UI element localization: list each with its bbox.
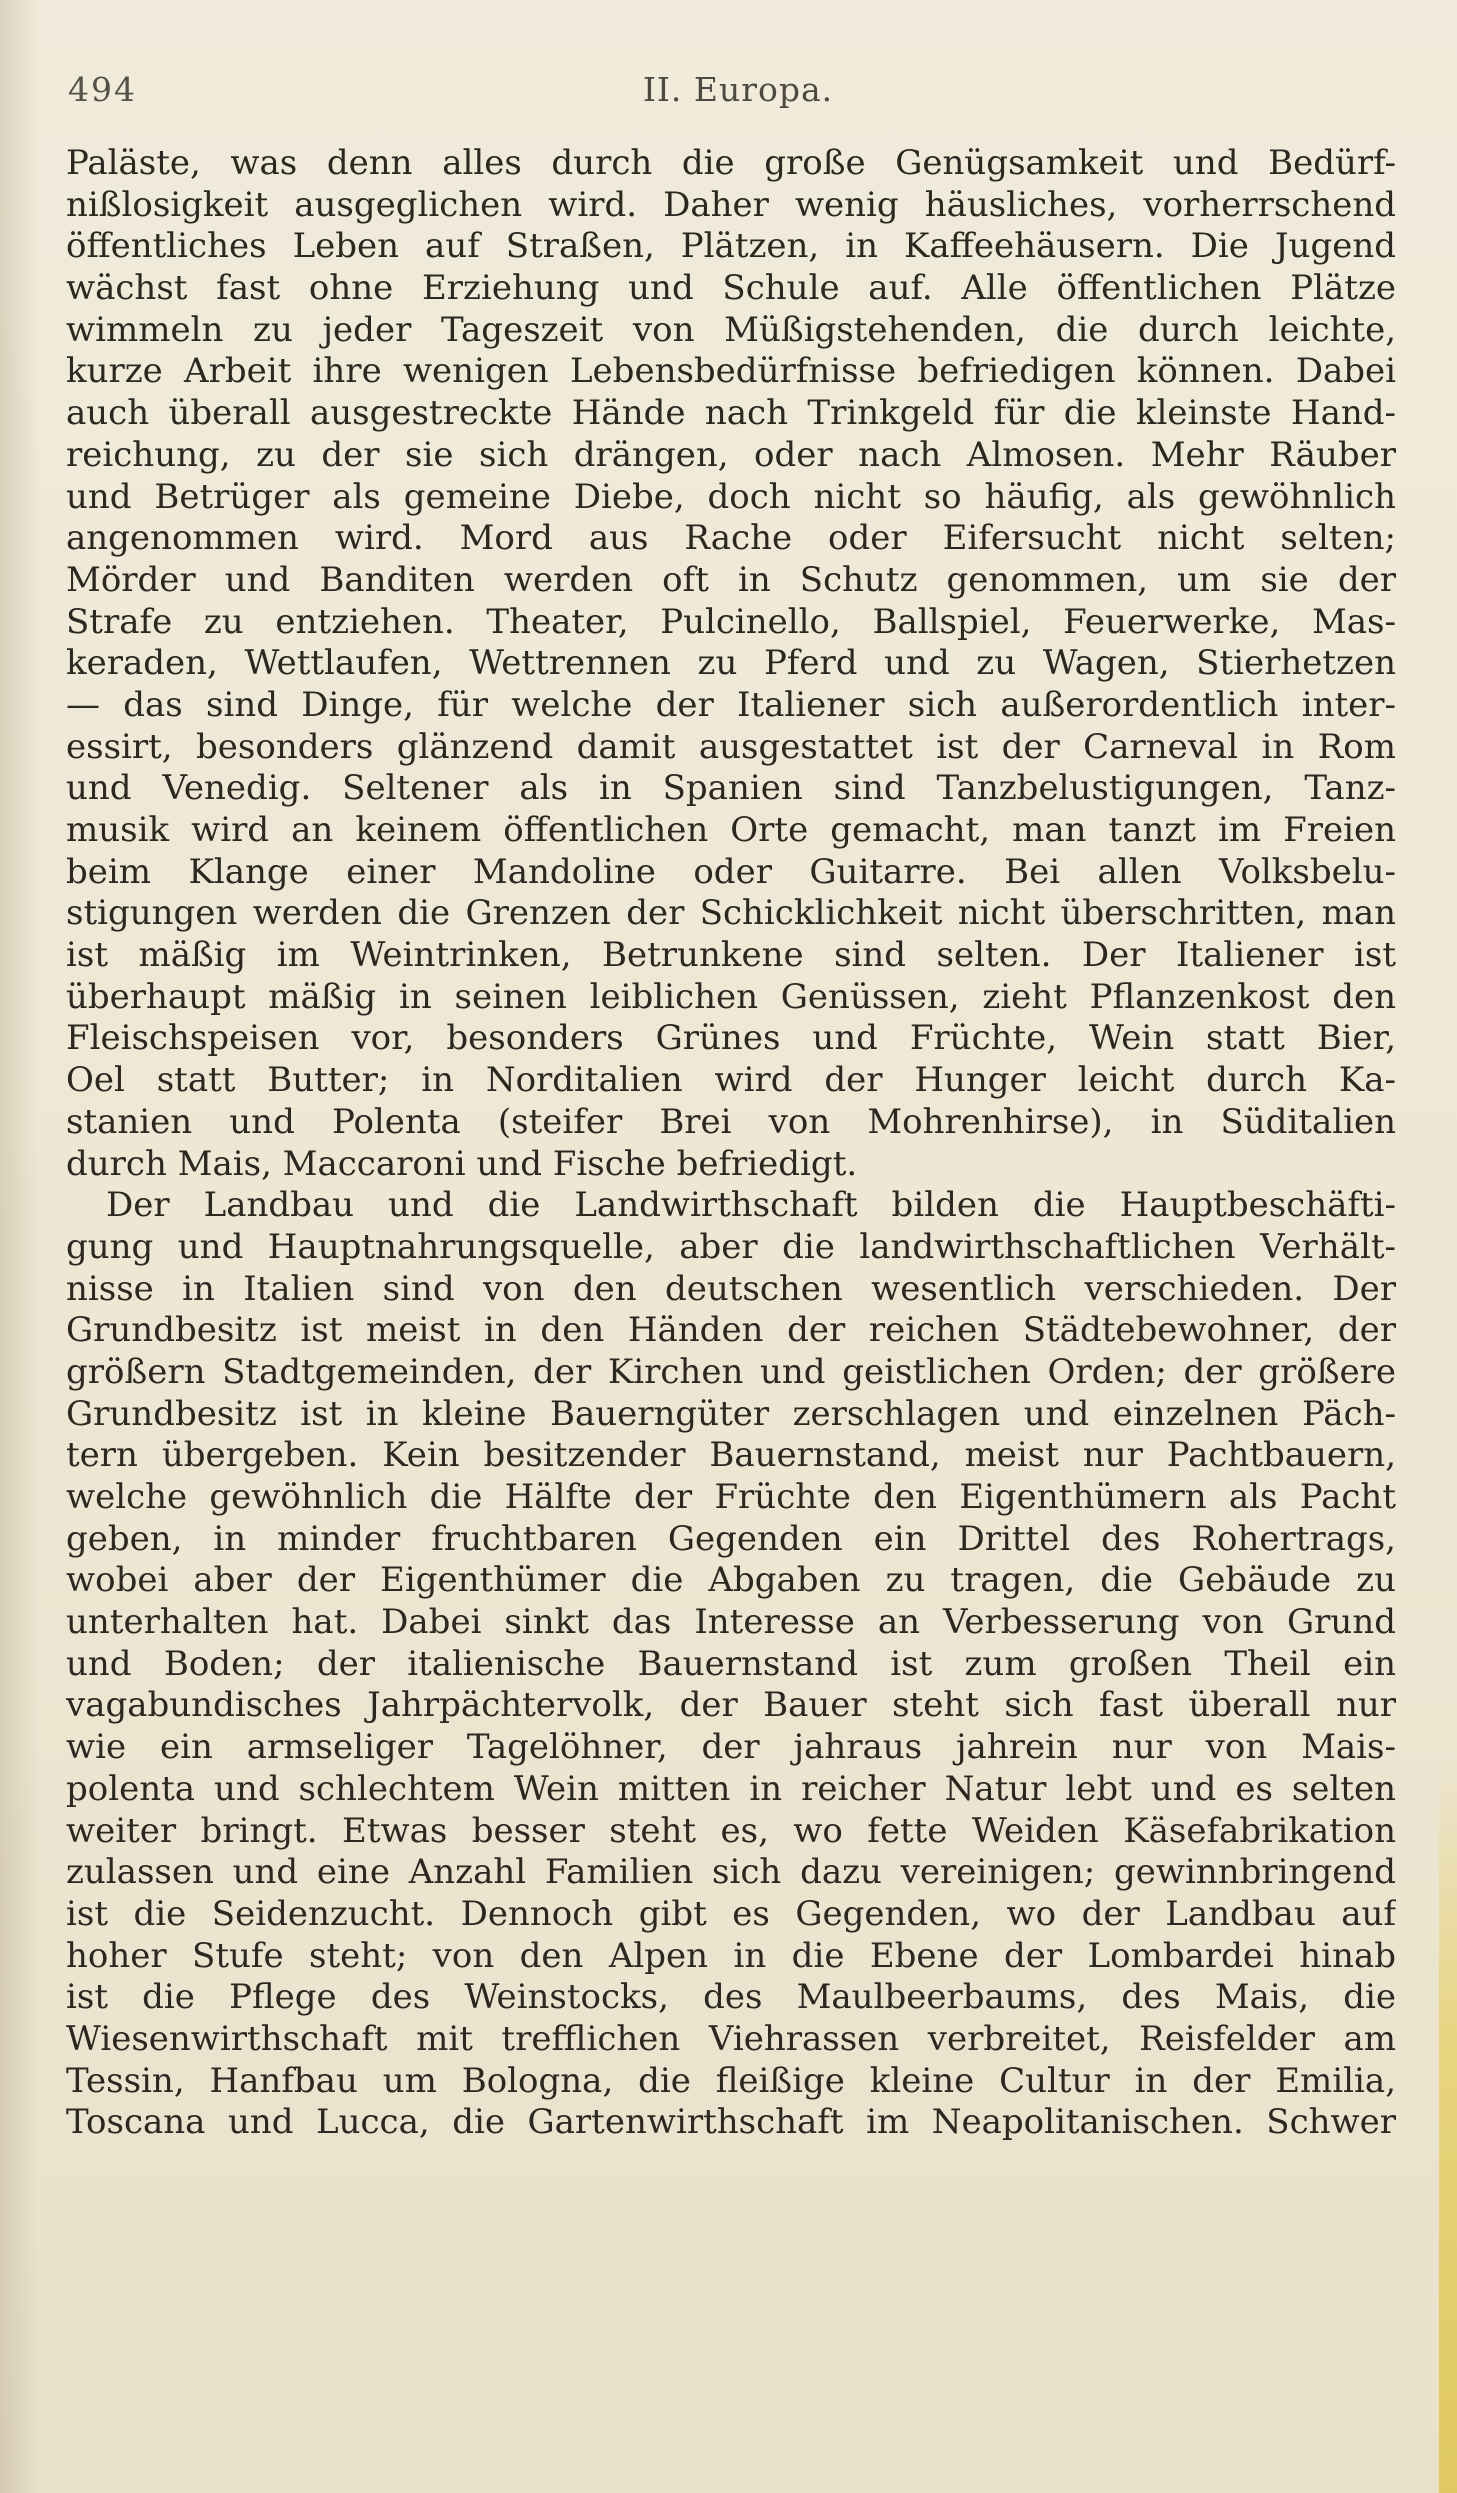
text-line: tern übergeben. Kein besitzender Bauernstand, meist nur Pachtbauern, — [66, 1435, 1396, 1476]
text-line: ist mäßig im Weintrinken, Betrunkene sind selten. Der Italiener ist — [66, 935, 1396, 976]
text-line: weiter bringt. Etwas besser steht es, wo fette Weiden Käsefabrikation — [66, 1810, 1396, 1851]
text-line: und Boden; der italienische Bauernstand ist zum großen Theil ein — [66, 1643, 1396, 1684]
text-line: welche gewöhnlich die Hälfte der Früchte den Eigenthümern als Pacht — [66, 1477, 1396, 1517]
text-line: vagabundisches Jahrpächtervolk, der Bauer steht sich fast überall nur — [66, 1685, 1396, 1726]
text-line: und Betrüger als gemeine Diebe, doch nicht so häufig, als gewöhnlich — [66, 476, 1396, 517]
text-line: essirt, besonders glänzend damit ausgestattet ist der Carneval in Rom — [66, 726, 1396, 767]
text-line: Wiesenwirthschaft mit trefflichen Viehrassen verbreitet, Reisfelder am — [66, 2018, 1396, 2059]
text-line: hoher Stufe steht; von den Alpen in die Ebene der Lombardei hinab — [66, 1935, 1396, 1976]
text-line: ist die Pflege des Weinstocks, des Maulbeerbaums, des Mais, die — [66, 1977, 1396, 2018]
text-line: beim Klange einer Mandoline oder Guitarre. Bei allen Volksbelu- — [66, 851, 1396, 892]
text-line: ist die Seidenzucht. Dennoch gibt es Gegenden, wo der Landbau auf — [66, 1893, 1396, 1934]
text-line: — das sind Dinge, für welche der Italiener sich außerordentlich inter- — [66, 684, 1396, 725]
text-line: überhaupt mäßig in seinen leiblichen Genüssen, zieht Pflanzenkost den — [66, 976, 1396, 1017]
text-line: größern Stadtgemeinden, der Kirchen und geistlichen Orden; der größere — [66, 1351, 1396, 1392]
text-line: wie ein armseliger Tagelöhner, der jahraus jahrein nur von Mais- — [66, 1727, 1396, 1768]
text-line: Oel statt Butter; in Norditalien wird der Hunger leicht durch Ka- — [66, 1060, 1396, 1101]
text-line: nißlosigkeit ausgeglichen wird. Daher wenig häusliches, vorherrschend — [66, 184, 1396, 225]
text-line: nisse in Italien sind von den deutschen wesentlich verschieden. Der — [66, 1268, 1396, 1309]
text-line: kurze Arbeit ihre wenigen Lebensbedürfnisse befriedigen können. Dabei — [66, 351, 1396, 392]
text-line: Grundbesitz ist meist in den Händen der reichen Städtebewohner, der — [66, 1310, 1396, 1351]
text-line: Fleischspeisen vor, besonders Grünes und Früchte, Wein statt Bier, — [66, 1018, 1396, 1059]
text-line: Grundbesitz ist in kleine Bauerngüter zerschlagen und einzelnen Päch- — [66, 1393, 1396, 1434]
text-line: zulassen und eine Anzahl Familien sich dazu vereinigen; gewinnbringend — [66, 1852, 1396, 1893]
text-line: stanien und Polenta (steifer Brei von Mohrenhirse), in Süditalien — [66, 1101, 1396, 1142]
text-line: angenommen wird. Mord aus Rache oder Eifersucht nicht selten; — [66, 518, 1396, 559]
text-line: gung und Hauptnahrungsquelle, aber die landwirthschaftlichen Verhält- — [66, 1226, 1396, 1267]
text-line: stigungen werden die Grenzen der Schicklichkeit nicht überschritten, man — [66, 893, 1396, 934]
text-line: Paläste, was denn alles durch die große Genügsamkeit und Bedürf- — [66, 143, 1396, 183]
text-line: und Venedig. Seltener als in Spanien sind Tanzbelustigungen, Tanz- — [66, 768, 1396, 809]
text-line: Tessin, Hanfbau um Bologna, die fleißige kleine Cultur in der Emilia, — [66, 2060, 1396, 2101]
text-line: Toscana und Lucca, die Gartenwirthschaft im Neapolitanischen. Schwer — [66, 2102, 1396, 2143]
text-line: wobei aber der Eigenthümer die Abgaben zu tragen, die Gebäude zu — [66, 1560, 1396, 1601]
text-line: Strafe zu entziehen. Theater, Pulcinello, Ballspiel, Feuerwerke, Mas- — [66, 601, 1396, 642]
text-line: wimmeln zu jeder Tageszeit von Müßigstehenden, die durch leichte, — [66, 309, 1396, 350]
body-text — [66, 143, 1396, 2144]
text-line: keraden, Wettlaufen, Wettrennen zu Pferd und zu Wagen, Stierhetzen — [66, 643, 1396, 684]
text-line: musik wird an keinem öffentlichen Orte gemacht, man tanzt im Freien — [66, 810, 1396, 850]
text-line: wächst fast ohne Erziehung und Schule auf. Alle öffentlichen Plätze — [66, 268, 1396, 309]
text-line: polenta und schlechtem Wein mitten in reicher Natur lebt und es selten — [66, 1768, 1396, 1809]
text-line: durch Mais, Maccaroni und Fische befriedigt. — [66, 1143, 858, 1184]
text-line: unterhalten hat. Dabei sinkt das Interesse an Verbesserung von Grund — [66, 1602, 1396, 1643]
page-edge-stain — [1439, 1760, 1457, 2493]
text-line: auch überall ausgestreckte Hände nach Trinkgeld für die kleinste Hand- — [66, 393, 1396, 434]
text-line: reichung, zu der sie sich drängen, oder nach Almosen. Mehr Räuber — [66, 434, 1396, 475]
text-line: Mörder und Banditen werden oft in Schutz genommen, um sie der — [66, 559, 1396, 600]
page-number: 494 — [68, 70, 137, 109]
running-head — [68, 70, 1408, 120]
text-line: öffentliches Leben auf Straßen, Plätzen, in Kaffeehäusern. Die Jugend — [66, 226, 1396, 267]
page-gutter-shadow — [0, 0, 40, 2493]
running-head-title: II. Europa. — [642, 70, 834, 109]
text-line: Der Landbau und die Landwirthschaft bilden die Hauptbeschäfti- — [106, 1185, 1396, 1226]
text-line: geben, in minder fruchtbaren Gegenden ein Drittel des Rohertrags, — [66, 1518, 1396, 1559]
